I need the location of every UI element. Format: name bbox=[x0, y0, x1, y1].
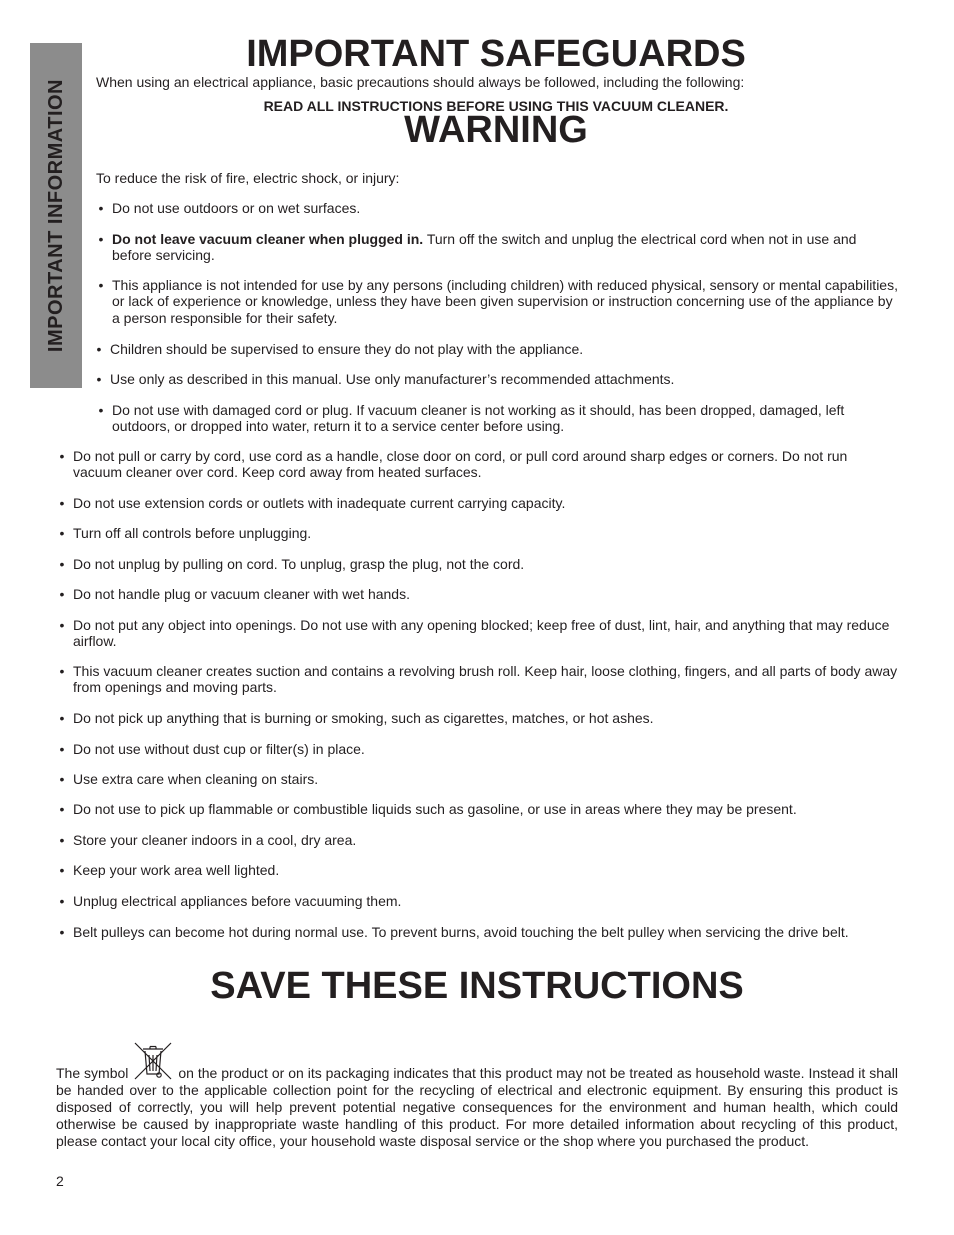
list-item: • Do not pick up anything that is burning or smoking, such as cigarettes, matches, or hot ashes. bbox=[59, 710, 654, 726]
list-item: • Belt pulleys can become hot during normal use. To prevent burns, avoid touching the belt pulley when servicing the drive belt. bbox=[59, 924, 849, 940]
side-tab bbox=[30, 43, 82, 388]
list-item: • Do not handle plug or vacuum cleaner with wet hands. bbox=[59, 586, 410, 602]
list-item: • Use only as described in this manual. Use only manufacturer’s recommended attachments. bbox=[96, 371, 675, 387]
list-item: • This vacuum cleaner creates suction and contains a revolving brush roll. Keep hair, loose clothing, fingers, and all parts of body away from openings and moving parts. bbox=[59, 663, 898, 696]
list-item: • Use extra care when cleaning on stairs. bbox=[59, 771, 319, 787]
list-item: • Turn off all controls before unplugging. bbox=[59, 525, 312, 541]
list-item: • Unplug electrical appliances before vacuuming them. bbox=[59, 893, 402, 909]
warning-title: WARNING bbox=[404, 109, 588, 151]
list-item: • Do not leave vacuum cleaner when plugged in. Turn off the switch and unplug the electrical cord when not in use and before servicing. bbox=[98, 231, 857, 264]
list-item: • Do not put any object into openings. Do not use with any opening blocked; keep free of dust, lint, hair, and anything that may reduce airflow. bbox=[59, 617, 890, 650]
crossed-out-wheelie-bin-icon bbox=[132, 1041, 174, 1081]
list-item: • Keep your work area well lighted. bbox=[59, 862, 280, 878]
disposal-paragraph bbox=[56, 1041, 898, 1150]
side-tab-label: IMPORTANT INFORMATION bbox=[44, 78, 67, 353]
list-item: • Do not use without dust cup or filter(s) in place. bbox=[59, 741, 365, 757]
page-number: 2 bbox=[56, 1173, 64, 1189]
read-all-notice: READ ALL INSTRUCTIONS BEFORE USING THIS VACUUM CLEANER. bbox=[263, 98, 729, 114]
intro-text: When using an electrical appliance, basic precautions should always be followed, including the following: bbox=[96, 74, 745, 90]
list-item: • Do not use with damaged cord or plug. If vacuum cleaner is not working as it should, has been dropped, damaged, left outdoors, or dropped into water, return it to a service center before using. bbox=[98, 402, 845, 435]
save-instructions-title: SAVE THESE INSTRUCTIONS bbox=[210, 965, 744, 1007]
list-item: • Do not use to pick up flammable or combustible liquids such as gasoline, or use in areas where they may be present. bbox=[59, 801, 797, 817]
list-item: • Do not unplug by pulling on cord. To unplug, grasp the plug, not the cord. bbox=[59, 556, 525, 572]
list-item: • Children should be supervised to ensure they do not play with the appliance. bbox=[96, 341, 584, 357]
list-item: • Do not pull or carry by cord, use cord as a handle, close door on cord, or pull cord around sharp edges or corners. Do not run vacuum cleaner over cord. Keep cord away from heated surfaces. bbox=[59, 448, 848, 481]
page-title: IMPORTANT SAFEGUARDS bbox=[246, 33, 746, 75]
list-item: • Do not use extension cords or outlets with inadequate current carrying capacity. bbox=[59, 495, 566, 511]
list-item: • Do not use outdoors or on wet surfaces. bbox=[98, 200, 361, 216]
disposal-text-start: The symbol bbox=[56, 1065, 129, 1081]
list-item: • Store your cleaner indoors in a cool, dry area. bbox=[59, 832, 357, 848]
disposal-text-rest: on the product or on its packaging indicates that this product may not be treated as household waste. Instead it shall be handed over to the applicable collection point for the recycling of electrical and electronic equipment. By ensuring this product is disposed of correctly, you will help prevent potential negative consequences for the environment and human health, which could otherwise be caused by inappropriate waste handling of this product. For more detailed information about recycling of this product, please contact your local city office, your household waste disposal service or the shop where you purchased the product. bbox=[56, 1065, 899, 1149]
reduce-risk-text: To reduce the risk of fire, electric shock, or injury: bbox=[96, 170, 400, 186]
list-item: • This appliance is not intended for use by any persons (including children) with reduced physical, sensory or mental capabilities, or lack of experience or knowledge, unless they have been given supervision or instruction concerning use of the appliance by a person responsible for their safety. bbox=[98, 277, 898, 326]
